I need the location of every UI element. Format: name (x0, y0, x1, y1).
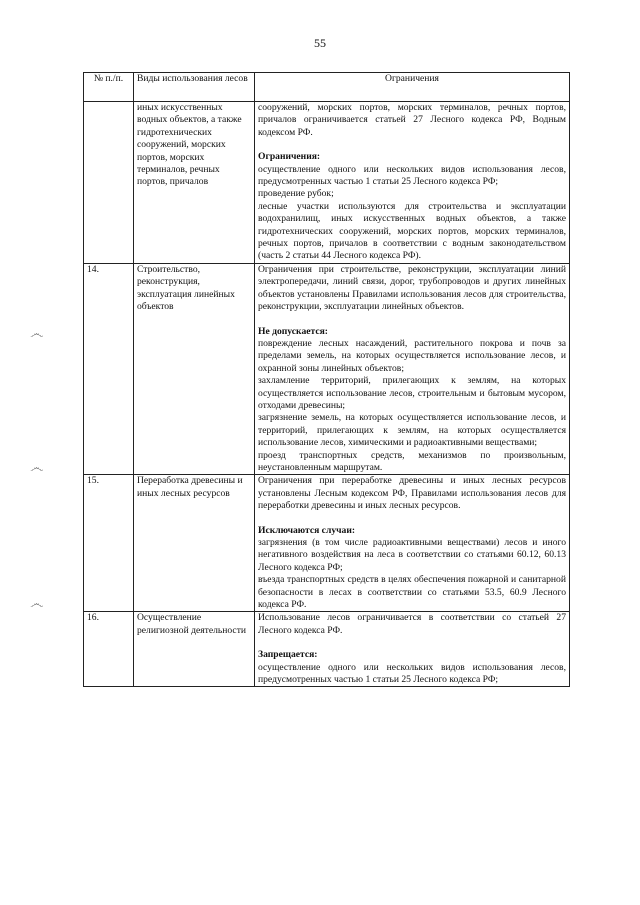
row-number (84, 102, 134, 264)
header-number: № п./п. (84, 73, 134, 102)
restriction-heading: Запрещается: (258, 649, 318, 661)
restriction-text: Ограничения при переработке древесины и иных лесных ресурсов установлены Лесным кодексом РФ, Правилами использования лесов для переработки древесины и иных лесных ресурсов. (258, 475, 566, 512)
restriction-text: лесные участки используются для строительства и эксплуатации водохранилищ, иных искусственных водных объектов, а также гидротехнических сооружений, морских портов, морских терминалов, речных портов, причалов в соответствии с водным законодательством (часть 2 статьи 44 Лесного кодекса РФ). (258, 200, 566, 262)
restriction-text: проезд транспортных средств, механизмов по произвольным, неустановленным маршрутам. (258, 449, 566, 473)
table-body (84, 102, 570, 687)
forest-use-type: Строительство, реконструкция, эксплуатация линейных объектов (134, 263, 255, 475)
restriction-text: проведение рубок; (258, 188, 334, 200)
margin-mark-icon: ෴ (30, 460, 44, 476)
table-row (84, 475, 570, 612)
table-row (84, 612, 570, 687)
table-row (84, 263, 570, 475)
restrictions-cell (255, 263, 570, 475)
restrictions-cell (255, 102, 570, 264)
row-number: 15. (84, 475, 134, 612)
restriction-text: въезда транспортных средств в целях обеспечения пожарной и санитарной безопасности в лесах в соответствии со статьями 53.5, 60.9 Лесного кодекса РФ. (258, 574, 566, 611)
forest-use-type: Осуществление религиозной деятельности (134, 612, 255, 687)
header-restrictions: Ограничения (255, 73, 570, 102)
restrictions-cell (255, 612, 570, 687)
page-number: 55 (314, 36, 326, 50)
table-row (84, 102, 570, 264)
restriction-text: осуществление одного или нескольких видов использования лесов, предусмотренных частью 1 статьи 25 Лесного кодекса РФ; (258, 163, 566, 188)
margin-mark-icon: ෴ (30, 596, 44, 612)
restrictions-cell (255, 475, 570, 612)
restriction-text: Ограничения при строительстве, реконструкции, эксплуатации линий электропередачи, линий связи, дорог, трубопроводов и других линейных объектов установлены Правилами использования лесов для строительства, реконструкции, эксплуатации линейных объектов. (258, 263, 566, 313)
restriction-text: загрязнения (в том числе радиоактивными веществами) лесов и иного негативного воздействия на леса в соответствии со статьями 60.12, 60.13 Лесного кодекса РФ; (258, 537, 566, 573)
restriction-heading: Исключаются случаи: (258, 524, 356, 536)
forest-use-type: иных искусственных водных объектов, а также гидротехнических сооружений, морских портов, морских терминалов, речных портов, причалов (134, 102, 255, 264)
forest-use-type: Переработка древесины и иных лесных ресурсов (134, 475, 255, 612)
header-forest-use-types: Виды использования лесов (134, 73, 255, 102)
margin-mark-icon: ෴ (30, 326, 44, 342)
restriction-text: загрязнение земель, на которых осуществляется использование лесов, и территорий, прилегающих к землям, на которых осуществляется использование лесов, химическими и радиоактивными веществами; (258, 412, 566, 449)
restriction-heading: Ограничения: (258, 151, 321, 163)
restriction-text: захламление территорий, прилегающих к землям, на которых осуществляется использование лесов, строительным и бытовым мусором, отходами древесины; (258, 375, 566, 411)
restrictions-table (83, 72, 570, 687)
restriction-text: осуществление одного или нескольких видов использования лесов, предусмотренных частью 1 статьи 25 Лесного кодекса РФ; (258, 661, 566, 686)
restriction-text: Использование лесов ограничивается в соответствии со статьей 27 Лесного кодекса РФ. (258, 612, 566, 636)
restriction-text: сооружений, морских портов, морских терминалов, речных портов, причалов ограничивается статьей 27 Лесного кодекса РФ, Водным кодексом РФ. (258, 102, 566, 138)
restriction-heading: Не допускается: (258, 325, 328, 337)
row-number: 16. (84, 612, 134, 687)
table-header-row (84, 73, 570, 102)
row-number: 14. (84, 263, 134, 475)
restriction-text: повреждение лесных насаждений, растительного покрова и почв за пределами земель, на которых осуществляется использование лесов, и охранной зоны линейных объектов; (258, 337, 566, 374)
